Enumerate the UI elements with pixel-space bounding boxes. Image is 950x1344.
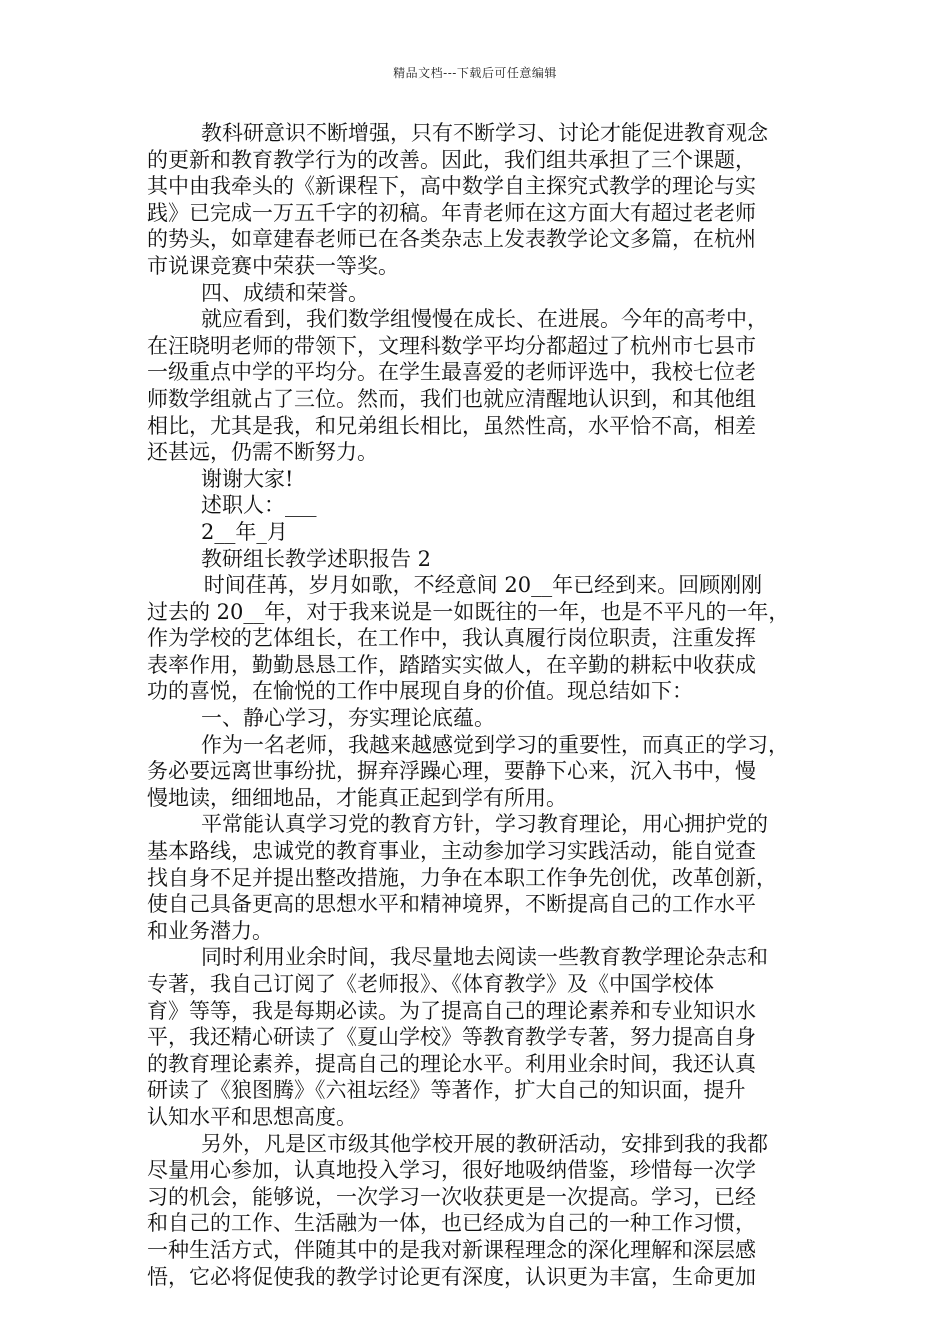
text-line: 一、静心学习，夯实理论底蕴。 (201, 706, 495, 731)
text-line: 务必要远离世事纷扰，摒弃浮躁心理，要静下心来，沉入书中，慢 (147, 759, 756, 784)
text-line: 在汪晓明老师的带领下，文理科数学平均分都超过了杭州市七县市 (147, 333, 756, 358)
text-line: 过去的 20__年，对于我来说是一如既往的一年，也是不平凡的一年， (147, 599, 790, 624)
text-line: 尽量用心参加，认真地投入学习，很好地吸纳借鉴，珍惜每一次学 (147, 1158, 756, 1183)
text-line: 的教育理论素养，提高自己的理论水平。利用业余时间，我还认真 (147, 1051, 756, 1076)
text-line: 就应看到，我们数学组慢慢在成长、在进展。今年的高考中， (201, 307, 768, 332)
text-line: 的势头，如章建春老师已在各类杂志上发表教学论文多篇，在杭州 (147, 227, 756, 252)
text-line: 同时利用业余时间，我尽量地去阅读一些教育教学理论杂志和 (201, 945, 768, 970)
text-line: 平常能认真学习党的教育方针，学习教育理论，用心拥护党的 (201, 812, 768, 837)
text-line: 践》已完成一万五千字的初稿。年青老师在这方面大有超过老老师 (147, 200, 756, 225)
text-line: 基本路线，忠诚党的教育事业，主动参加学习实践活动，能自觉查 (147, 839, 756, 864)
text-line: 谢谢大家! (201, 466, 294, 491)
text-line: 教科研意识不断增强，只有不断学习、讨论才能促进教育观念 (201, 121, 768, 145)
document-body (147, 120, 807, 1290)
text-line: 研读了《狼图腾》《六祖坛经》等著作，扩大自己的知识面，提升 (147, 1078, 746, 1103)
text-line: 市说课竞赛中荣获一等奖。 (147, 253, 399, 278)
text-line: 育》等等，我是每期必读。为了提高自己的理论素养和专业知识水 (147, 998, 756, 1023)
text-line: 一种生活方式，伴随其中的是我对新课程理念的深化理解和深层感 (147, 1237, 756, 1262)
text-line: 功的喜悦，在愉悦的工作中展现自身的价值。现总结如下： (147, 679, 693, 704)
text-line: 还甚远，仍需不断努力。 (147, 440, 378, 465)
text-line: 教研组长教学述职报告 2 (201, 546, 432, 571)
text-line: 认知水平和思想高度。 (147, 1104, 357, 1129)
text-line: 作为学校的艺体组长，在工作中，我认真履行岗位职责，注重发挥 (147, 626, 756, 651)
text-line: 述职人：___ (201, 493, 317, 518)
text-line: 平，我还精心研读了《夏山学校》等教育教学专著，努力提高自身 (147, 1025, 756, 1050)
text-line: 相比，尤其是我，和兄弟组长相比，虽然性高，水平恰不高，相差 (147, 413, 756, 438)
text-line: 一级重点中学的平均分。在学生最喜爱的老师评选中，我校七位老 (147, 360, 756, 385)
text-line: 四、成绩和荣誉。 (201, 280, 369, 305)
text-line: 作为一名老师，我越来越感觉到学习的重要性，而真正的学习， (201, 732, 789, 757)
text-line: 时间荏苒，岁月如歌，不经意间 20__年已经到来。回顾刚刚 (203, 573, 763, 598)
text-line: 专著，我自己订阅了《老师报》、《体育教学》及《中国学校体 (147, 972, 714, 996)
text-line: 和业务潜力。 (147, 918, 273, 943)
text-line: 慢地读，细细地品，才能真正起到学有所用。 (147, 785, 567, 810)
text-line: 2__年_月 (201, 519, 288, 544)
text-line: 找自身不足并提出整改措施，力争在本职工作争先创优，改革创新， (147, 865, 777, 890)
text-line: 其中由我牵头的《新课程下，高中数学自主探究式教学的理论与实 (147, 174, 756, 199)
text-line: 表率作用，勤勤恳恳工作，踏踏实实做人，在辛勤的耕耘中收获成 (147, 652, 756, 677)
text-line: 悟，它必将促使我的教学讨论更有深度，认识更为丰富，生命更加 (147, 1264, 756, 1289)
text-line: 师数学组就占了三位。然而，我们也就应清醒地认识到，和其他组 (147, 386, 756, 411)
text-line: 的更新和教育教学行为的改善。因此，我们组共承担了三个课题， (147, 147, 756, 172)
text-line: 习的机会，能够说，一次学习一次收获更是一次提高。学习，已经 (147, 1184, 756, 1209)
text-line: 另外，凡是区市级其他学校开展的教研活动，安排到我的我都 (201, 1131, 768, 1156)
text-line: 使自己具备更高的思想水平和精神境界，不断提高自己的工作水平 (147, 892, 756, 917)
page-header: 精品文档---下载后可任意编辑 (393, 66, 557, 80)
text-line: 和自己的工作、生活融为一体，也已经成为自己的一种工作习惯， (147, 1211, 756, 1236)
